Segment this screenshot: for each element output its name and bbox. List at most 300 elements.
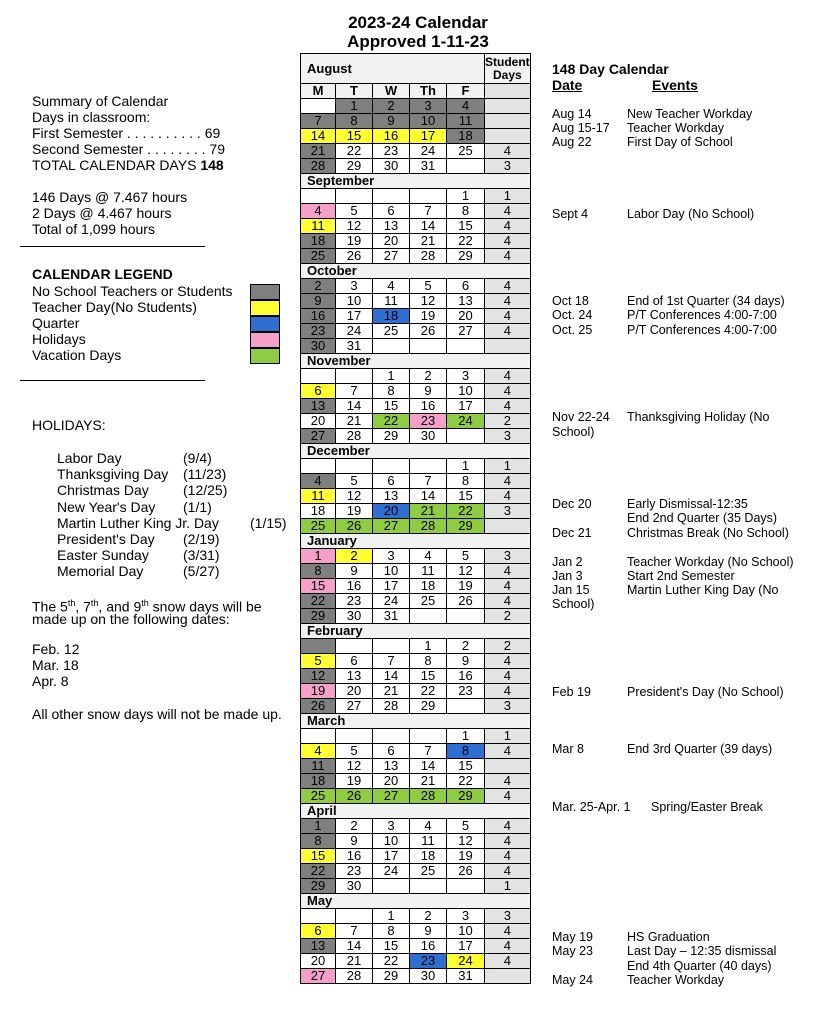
week-row <box>301 879 531 894</box>
day-cell: 27 <box>373 249 410 264</box>
day-cell: 20 <box>373 774 410 789</box>
holiday-name: Christmas Day <box>57 482 149 499</box>
week-row <box>301 654 531 669</box>
divider <box>20 380 205 381</box>
day-cell: 2 <box>410 369 447 384</box>
month-header: January <box>301 534 531 549</box>
day-cell: 8 <box>336 114 373 129</box>
day-cell: 11 <box>301 759 336 774</box>
event-date: May 19 <box>552 930 593 944</box>
day-cell <box>410 339 447 354</box>
day-cell: 31 <box>410 159 447 174</box>
event-date: Jan 15 <box>552 583 590 597</box>
day-cell: 18 <box>301 774 336 789</box>
student-days-cell: 4 <box>485 594 531 609</box>
day-cell: 14 <box>373 669 410 684</box>
day-cell: 6 <box>373 474 410 489</box>
day-cell: 29 <box>410 699 447 714</box>
event-text: Thanksgiving Holiday (No <box>627 410 770 424</box>
snow-note-line1: The 5th, 7th, and 9th snow days will be <box>32 598 262 615</box>
day-cell: 1 <box>301 549 336 564</box>
day-cell: 1 <box>373 369 410 384</box>
student-days-cell: 4 <box>485 789 531 804</box>
day-cell: 19 <box>447 849 485 864</box>
student-days-cell: 4 <box>485 849 531 864</box>
day-cell: 25 <box>301 789 336 804</box>
event-date: Feb 19 <box>552 685 591 699</box>
week-row <box>301 669 531 684</box>
holiday-name: New Year's Day <box>57 498 156 515</box>
day-cell: 15 <box>447 219 485 234</box>
student-days-cell: 4 <box>485 384 531 399</box>
day-cell: 24 <box>373 594 410 609</box>
day-cell <box>373 189 410 204</box>
day-cell: 21 <box>336 414 373 429</box>
week-row <box>301 579 531 594</box>
day-cell: 30 <box>410 969 447 984</box>
day-cell: 7 <box>301 114 336 129</box>
week-row <box>301 684 531 699</box>
day-cell: 15 <box>447 759 485 774</box>
summary-line: Second Semester . . . . . . . . 79 <box>32 141 225 157</box>
student-days-cell <box>485 759 531 774</box>
week-row <box>301 99 531 114</box>
day-cell: 28 <box>373 699 410 714</box>
event-date: Jan 3 <box>552 569 583 583</box>
holiday-name: President's Day <box>57 531 155 547</box>
day-cell: 19 <box>410 309 447 324</box>
day-cell: 26 <box>336 519 373 534</box>
day-cell: 22 <box>301 864 336 879</box>
event-text: Last Day – 12:35 dismissal <box>627 944 777 958</box>
event-text: Early Dismissal-12:35 <box>627 497 748 511</box>
day-cell: 22 <box>410 684 447 699</box>
day-cell: 9 <box>336 834 373 849</box>
title-line-2: Approved 1-11-23 <box>347 32 489 51</box>
day-cell: 30 <box>373 159 410 174</box>
day-cell: 29 <box>336 159 373 174</box>
hours-line: Total of 1,099 hours <box>32 221 155 237</box>
day-cell: 25 <box>410 864 447 879</box>
day-cell: 20 <box>301 414 336 429</box>
day-cell: 7 <box>373 654 410 669</box>
day-cell <box>447 339 485 354</box>
day-cell <box>336 909 373 924</box>
day-cell: 29 <box>301 609 336 624</box>
day-cell: 14 <box>410 759 447 774</box>
snow-date: Mar. 18 <box>32 657 79 673</box>
day-cell: 29 <box>373 969 410 984</box>
student-days-cell: 4 <box>485 294 531 309</box>
summary-line: Days in classroom: <box>32 109 151 125</box>
holiday-date: (3/31) <box>183 547 220 564</box>
day-cell: 18 <box>447 129 485 144</box>
day-cell <box>410 729 447 744</box>
event-text: President's Day (No School) <box>627 685 784 699</box>
legend-label: Holidays <box>32 331 86 347</box>
summary-total <box>32 157 224 173</box>
day-cell: 6 <box>447 279 485 294</box>
week-row <box>301 759 531 774</box>
week-row <box>301 294 531 309</box>
legend-swatch <box>250 300 280 316</box>
student-days-cell: 4 <box>485 144 531 159</box>
day-cell: 29 <box>447 519 485 534</box>
day-cell: 16 <box>373 129 410 144</box>
legend-label: Quarter <box>32 315 80 331</box>
holiday-date: (1/1) <box>183 498 212 515</box>
event-text: End 2nd Quarter (35 Days) <box>627 511 778 525</box>
week-row <box>301 369 531 384</box>
day-cell: 18 <box>373 309 410 324</box>
day-cell: 23 <box>447 684 485 699</box>
holiday-date: (11/23) <box>183 466 227 483</box>
day-cell: 11 <box>301 219 336 234</box>
snow-note-line2: made up on the following dates: <box>32 611 230 627</box>
week-row <box>301 639 531 654</box>
holiday-name: Martin Luther King Jr. Day <box>57 514 219 531</box>
event-text: Teacher Workday <box>627 121 725 135</box>
day-cell <box>301 909 336 924</box>
day-cell: 6 <box>301 924 336 939</box>
day-cell: 4 <box>410 819 447 834</box>
events-date-header: Date <box>552 77 583 93</box>
event-text: Teacher Workday (No School) <box>627 555 794 569</box>
week-row <box>301 744 531 759</box>
day-cell: 12 <box>336 219 373 234</box>
day-cell: 27 <box>447 324 485 339</box>
day-cell <box>410 459 447 474</box>
day-cell: 23 <box>301 324 336 339</box>
day-cell: 27 <box>336 699 373 714</box>
week-row <box>301 819 531 834</box>
day-cell: 10 <box>373 834 410 849</box>
day-cell: 1 <box>301 819 336 834</box>
week-row <box>301 594 531 609</box>
student-days-cell: 4 <box>485 279 531 294</box>
day-cell: 18 <box>301 234 336 249</box>
day-cell: 30 <box>410 429 447 444</box>
student-days-cell: 3 <box>485 504 531 519</box>
day-cell: 22 <box>336 144 373 159</box>
month-header: September <box>301 174 531 189</box>
day-cell: 10 <box>410 114 447 129</box>
event-date: Oct 18 <box>552 294 589 308</box>
day-cell: 2 <box>373 99 410 114</box>
month-header: March <box>301 714 531 729</box>
event-date: Jan 2 <box>552 555 583 569</box>
student-days-cell: 4 <box>485 954 531 969</box>
day-cell: 10 <box>447 384 485 399</box>
event-text: Labor Day (No School) <box>627 207 755 221</box>
day-cell: 15 <box>373 399 410 414</box>
day-cell: 9 <box>301 294 336 309</box>
day-cell: 21 <box>301 144 336 159</box>
day-cell: 5 <box>336 204 373 219</box>
day-cell: 22 <box>373 954 410 969</box>
day-cell: 19 <box>447 579 485 594</box>
day-cell: 6 <box>373 744 410 759</box>
student-days-cell: 4 <box>485 669 531 684</box>
student-days-cell: 1 <box>485 879 531 894</box>
holiday-name: Easter Sunday <box>57 547 149 564</box>
student-days-cell: 4 <box>485 744 531 759</box>
student-days-cell: 4 <box>485 204 531 219</box>
snow-other-note: All other snow days will not be made up. <box>32 706 282 722</box>
day-cell: 16 <box>336 849 373 864</box>
student-days-cell: 3 <box>485 159 531 174</box>
legend-title: CALENDAR LEGEND <box>32 266 173 282</box>
day-cell <box>410 189 447 204</box>
day-cell: 4 <box>373 279 410 294</box>
day-cell: 2 <box>447 639 485 654</box>
day-cell: 19 <box>301 684 336 699</box>
day-cell: 3 <box>410 99 447 114</box>
day-cell: 16 <box>410 939 447 954</box>
week-row <box>301 789 531 804</box>
day-cell <box>447 159 485 174</box>
day-cell <box>301 369 336 384</box>
event-date: Dec 21 <box>552 526 592 540</box>
event-text: Start 2nd Semester <box>627 569 735 583</box>
day-cell: 20 <box>373 504 410 519</box>
event-text: Christmas Break (No School) <box>627 526 789 540</box>
day-cell: 23 <box>410 414 447 429</box>
week-row <box>301 564 531 579</box>
day-cell: 20 <box>336 684 373 699</box>
week-row <box>301 234 531 249</box>
week-row <box>301 549 531 564</box>
day-cell: 5 <box>336 474 373 489</box>
student-days-cell: 4 <box>485 834 531 849</box>
week-row <box>301 219 531 234</box>
week-row <box>301 849 531 864</box>
day-cell: 13 <box>447 294 485 309</box>
week-row <box>301 939 531 954</box>
week-row <box>301 279 531 294</box>
event-text: First Day of School <box>627 135 733 149</box>
student-days-cell: 4 <box>485 309 531 324</box>
student-days-cell: 3 <box>485 429 531 444</box>
week-row <box>301 144 531 159</box>
student-days-cell: 4 <box>485 684 531 699</box>
day-cell: 21 <box>410 234 447 249</box>
day-cell: 15 <box>301 579 336 594</box>
holiday-date: (1/15) <box>250 514 287 531</box>
month-header: December <box>301 444 531 459</box>
week-row <box>301 399 531 414</box>
student-days-cell: 3 <box>485 909 531 924</box>
day-cell: 10 <box>373 564 410 579</box>
student-days-cell: 2 <box>485 414 531 429</box>
day-cell <box>447 879 485 894</box>
day-cell: 26 <box>410 324 447 339</box>
day-cell: 31 <box>373 609 410 624</box>
calendar-grid <box>300 53 531 984</box>
day-cell: 14 <box>336 939 373 954</box>
student-days-cell: 4 <box>485 234 531 249</box>
day-cell: 9 <box>447 654 485 669</box>
summary-line: Summary of Calendar <box>32 93 169 109</box>
event-text: Martin Luther King Day (No <box>627 583 779 597</box>
day-cell: 9 <box>410 384 447 399</box>
legend-swatch <box>250 348 280 364</box>
day-cell: 1 <box>447 729 485 744</box>
weekday-header: Th <box>410 84 447 99</box>
events-panel-title: 148 Day Calendar <box>552 61 669 77</box>
day-cell: 1 <box>336 99 373 114</box>
day-cell: 31 <box>447 969 485 984</box>
legend-label: Vacation Days <box>32 347 122 363</box>
weekday-header: W <box>373 84 410 99</box>
week-row <box>301 489 531 504</box>
event-text: End 3rd Quarter (39 days) <box>627 742 773 756</box>
day-cell: 19 <box>336 774 373 789</box>
day-cell <box>410 879 447 894</box>
day-cell: 5 <box>336 744 373 759</box>
legend-swatch <box>250 332 280 348</box>
day-cell: 27 <box>373 789 410 804</box>
day-cell: 5 <box>410 279 447 294</box>
week-row <box>301 774 531 789</box>
day-cell: 15 <box>301 849 336 864</box>
day-cell: 17 <box>336 309 373 324</box>
day-cell: 6 <box>336 654 373 669</box>
student-days-cell <box>485 969 531 984</box>
month-header: August <box>301 54 485 84</box>
day-cell: 21 <box>410 504 447 519</box>
month-header: April <box>301 804 531 819</box>
day-cell: 25 <box>301 249 336 264</box>
student-days-cell: 1 <box>485 189 531 204</box>
week-row <box>301 519 531 534</box>
student-days-cell <box>485 519 531 534</box>
day-cell: 21 <box>336 954 373 969</box>
day-cell: 22 <box>301 594 336 609</box>
day-cell: 8 <box>373 924 410 939</box>
event-text: New Teacher Workday <box>627 107 753 121</box>
week-row <box>301 414 531 429</box>
student-days-cell: 4 <box>485 864 531 879</box>
month-header: February <box>301 624 531 639</box>
holiday-name: Labor Day <box>57 450 122 466</box>
summary-total-label: TOTAL CALENDAR DAYS <box>32 157 201 173</box>
day-cell: 12 <box>336 759 373 774</box>
day-cell: 27 <box>301 969 336 984</box>
title-line-1: 2023-24 Calendar <box>348 13 488 32</box>
day-cell: 3 <box>447 369 485 384</box>
day-cell: 10 <box>447 924 485 939</box>
student-days-cell: 4 <box>485 774 531 789</box>
day-cell: 17 <box>373 579 410 594</box>
week-row <box>301 909 531 924</box>
day-cell: 31 <box>336 339 373 354</box>
day-cell: 14 <box>336 399 373 414</box>
day-cell: 2 <box>301 279 336 294</box>
student-days-cell <box>485 339 531 354</box>
event-text: P/T Conferences 4:00-7:00 <box>627 308 777 322</box>
day-cell: 15 <box>447 489 485 504</box>
day-cell: 29 <box>373 429 410 444</box>
day-cell <box>373 879 410 894</box>
day-cell: 11 <box>301 489 336 504</box>
day-cell: 14 <box>410 219 447 234</box>
student-days-cell: 3 <box>485 699 531 714</box>
day-cell: 24 <box>447 414 485 429</box>
student-days-cell: 4 <box>485 564 531 579</box>
event-date: Aug 15-17 <box>552 121 610 135</box>
day-cell: 26 <box>336 249 373 264</box>
day-cell: 11 <box>447 114 485 129</box>
week-row <box>301 249 531 264</box>
day-cell: 17 <box>447 939 485 954</box>
weekday-header: F <box>447 84 485 99</box>
day-cell: 2 <box>410 909 447 924</box>
day-cell: 1 <box>410 639 447 654</box>
week-row <box>301 309 531 324</box>
week-row <box>301 969 531 984</box>
day-cell: 25 <box>301 519 336 534</box>
week-row <box>301 459 531 474</box>
student-days-cell: 4 <box>485 819 531 834</box>
day-cell: 18 <box>410 579 447 594</box>
day-cell: 23 <box>373 144 410 159</box>
day-cell: 26 <box>447 864 485 879</box>
day-cell: 2 <box>336 819 373 834</box>
day-cell: 7 <box>336 384 373 399</box>
day-cell <box>447 609 485 624</box>
week-row <box>301 189 531 204</box>
event-date: Dec 20 <box>552 497 592 511</box>
week-row <box>301 474 531 489</box>
day-cell: 6 <box>373 204 410 219</box>
day-cell <box>447 699 485 714</box>
day-cell: 4 <box>301 744 336 759</box>
student-days-cell <box>485 129 531 144</box>
day-cell: 21 <box>410 774 447 789</box>
day-cell: 26 <box>447 594 485 609</box>
day-cell: 30 <box>301 339 336 354</box>
day-cell: 15 <box>410 669 447 684</box>
day-cell: 1 <box>447 459 485 474</box>
student-days-cell: 4 <box>485 654 531 669</box>
event-date: Sept 4 <box>552 207 589 221</box>
day-cell: 3 <box>373 819 410 834</box>
event-date: Aug 22 <box>552 135 592 149</box>
day-cell: 25 <box>373 324 410 339</box>
day-cell: 11 <box>373 294 410 309</box>
day-cell: 12 <box>447 834 485 849</box>
week-row <box>301 159 531 174</box>
week-row <box>301 924 531 939</box>
day-cell: 25 <box>410 594 447 609</box>
week-row <box>301 504 531 519</box>
day-cell <box>301 729 336 744</box>
day-cell: 8 <box>447 474 485 489</box>
day-cell: 29 <box>447 789 485 804</box>
hours-line: 146 Days @ 7.467 hours <box>32 189 188 205</box>
day-cell: 25 <box>447 144 485 159</box>
day-cell <box>301 189 336 204</box>
day-cell: 13 <box>336 669 373 684</box>
holiday-date: (2/19) <box>183 531 220 547</box>
day-cell: 23 <box>336 864 373 879</box>
day-cell <box>373 639 410 654</box>
event-text: End 4th Quarter (40 days) <box>627 959 772 973</box>
student-days-cell: 3 <box>485 549 531 564</box>
day-cell: 13 <box>301 939 336 954</box>
event-date: Oct. 24 <box>552 308 593 322</box>
